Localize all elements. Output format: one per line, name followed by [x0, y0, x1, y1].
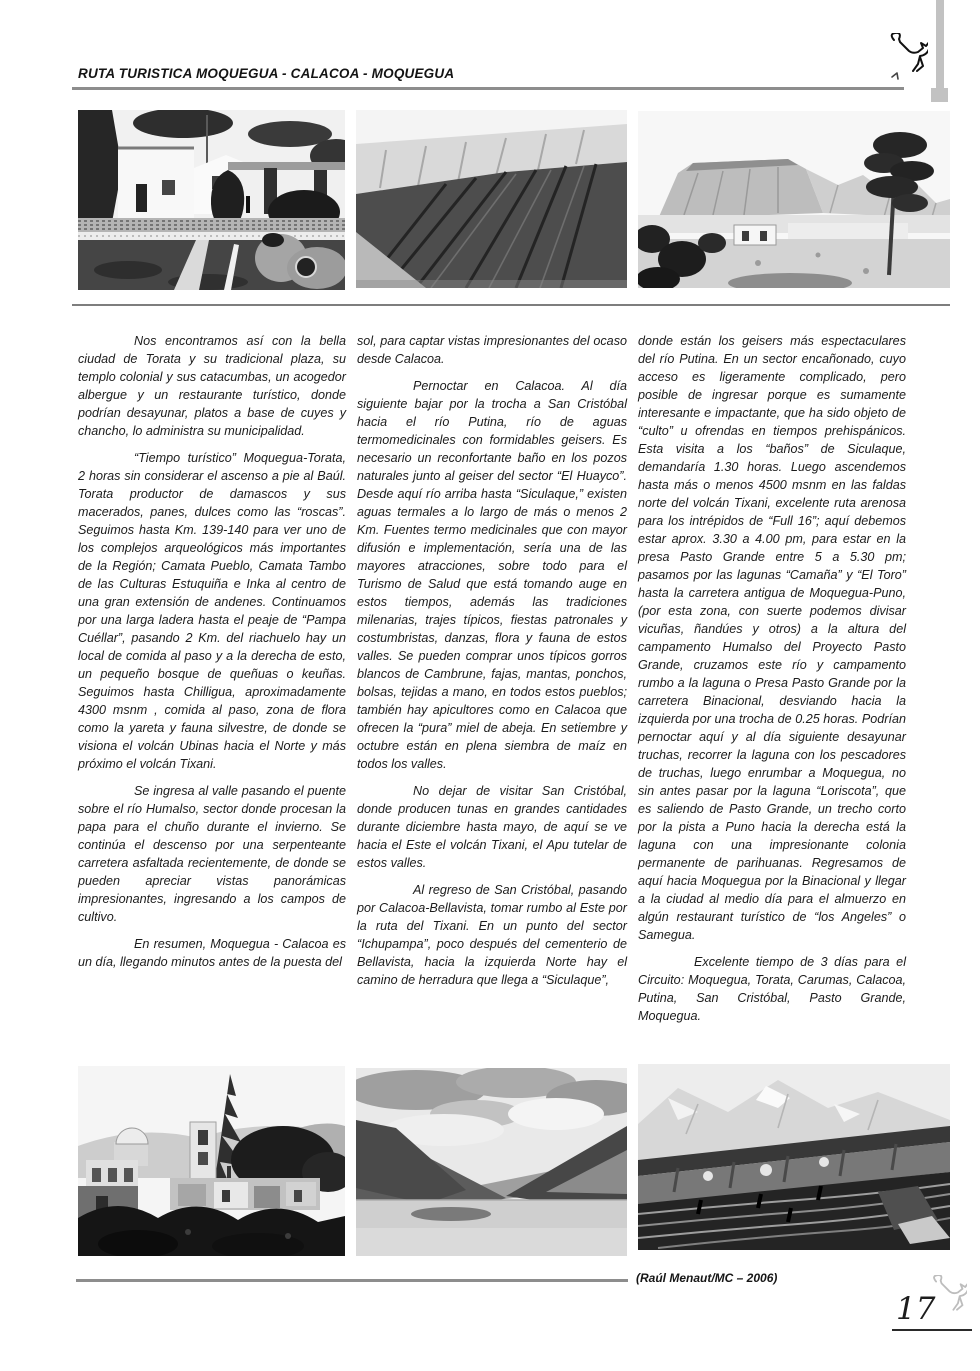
paragraph: Nos encontramos así con la bella ciudad de Torata y su tradicional plaza, su templo colonial y sus catacumbas, un acogedor albergue y un restaurante turístico, donde podrían desayunar, platos a base de cuyes y chancho, lo administra su municipalidad. [78, 334, 346, 438]
photo-torata-plaza-image [78, 110, 345, 290]
paragraph: Se ingresa al valle pasando el puente sobre el río Humalso, sector donde procesan la papa para el chuño durante el invierno. Se continúa el descenso por una serpenteante carretera asfaltada recientemente, de donde se pueden apreciar vistas panorámicas impresionantes, ingresando a los campos de cultivo. [78, 784, 346, 924]
photo-san-cristobal-village [78, 1066, 345, 1256]
paragraph: “Tiempo turístico” Moquegua-Torata, 2 horas sin considerar el ascenso a pie al Baúl. Torata productor de damascos y sus macerados, panes, dulces como las “roscas”. Seguimos hasta Km. 139-140 para ver uno de los complejos arqueológicos más importantes de la Región; Camata Pueblo, Camata Tambo de las Culturas Estuquiña e Inka al centro de una gran extensión de andenes. Continuamos por una larga ladera hasta el peaje de “Pampa Cuéllar”, pasando 2 Km. del riachuelo hay un local de comida al paso y a la derecha de esto, un pequeño bosque de queñuas o keuñas. Seguimos hasta Chilligua, aproximadamente 4300 msnm , comida al paso, zona de flora como la yareta y fauna silvestre, de donde se visiona el volcán Ubinas hacia el Norte y más próximo el volcán Tixani. [78, 451, 346, 771]
photo-torata-plaza [78, 110, 345, 290]
rule-below-top-photos [72, 304, 950, 306]
paragraph: donde están los geisers más espectaculares del río Putina. En un sector encañonado, cuyo acceso es ligeramente complicado, pero posible de ingresar porque es sumamente interesante e impactante, que ha sido objeto de “culto” u ofrendas en tiempos prehispánicos. Esta visita a los “baños” de Siculaque, demandaría 1.30 horas. Luego ascendemos hasta más o menos 4500 msnm en las faldas norte del volcán Tixani, excelente ruta arenosa para los intrépidos de “Full 16”; aquí debemos estar aprox. 3.30 a 4.00 pm, para estar en la presa Pasto Grande entre 5 a 5.30 pm; pasamos por las lagunas “Camaña” y “El Toro” hasta la carretera antigua de Moquegua-Puno, (por esta zona, con suerte podemos divisar vicuñas, ñandúes y otros) a la altura del campamento Humalso del Proyecto Pasto Grande, cruzamos este río y campamento rumbo a la laguna o Presa Pasto Grande por la carretera Binacional, desviando hacia la izquierda por una trocha de 0.25 horas. Podrían pernoctar aquí y al día siguiente desayunar truchas, recorrer la laguna con los pescadores de truchas, luego enrumbar a Moquegua, no sin antes pasar por la laguna “Loriscota”, que es saliendo de Pasto Grande, un trecho corto por la pista a Puno hacia la derecha está la laguna con una impresionante colonia permanente de parihuanas. Regresamos de aquí hacia Moquegua por la Binacional y llegar a la ciudad al medio día para el almuerzo en algún restaurant turístico de “los Angeles” o Samegua. [638, 334, 906, 942]
header-rule [72, 87, 904, 90]
photo-volcanic-slopes [356, 110, 627, 288]
photo-terraces-image [638, 1064, 950, 1250]
photo-credit: (Raúl Menaut/MC – 2006) [636, 1271, 778, 1285]
page-number: 17 [896, 1291, 936, 1327]
photo-andenes-terraces [638, 1064, 950, 1250]
photo-cerro-baul-image [638, 111, 950, 288]
text-column-3 [638, 332, 906, 1034]
page-number-underline [892, 1329, 972, 1331]
photo-laguna [356, 1068, 627, 1256]
photo-cerro-baul-landscape [638, 111, 950, 288]
paragraph: Excelente tiempo de 3 días para el Circuito: Moquegua, Torata, Carumas, Calacoa, Putina, San Cristóbal, Pasto Grande, Moquegua. [638, 955, 906, 1023]
text-column-2 [357, 332, 627, 998]
paragraph: Pernoctar en Calacoa. Al día siguiente bajar por la trocha a San Cristóbal hacia el río Putina, río de aguas termomedicinales con formidables geisers. Es necesario un reconfortante baño en los pozos naturales junto al geiser del sector “El Huayco”. Desde aquí río arriba hasta “Siculaque,” existen aguas termales a lo largo de más o menos 2 Km. Fuentes termo medicinales que con mayor difusión e implementación, sería una de las mayores atracciones, sobre todo para el Turismo de Salud que está tomando auge en estos tiempos, además las tradiciones milenarias, trajes típicos, fiestas patronales y costumbristas, danzas, flora y fauna de estos valles. Se pueden comprar unos típicos gorros blancos de Cambrune, fajas, mantas, ponchos, bolsas, tejidas a mano, en todos estos pueblos; también hay apicultores como en Calacoa que ofrecen la “pura” miel de abeja. En setiembre y octubre están en plena siembra de maíz en todos los valles. [357, 379, 627, 771]
photo-volcanic-slopes-image [356, 110, 627, 288]
page-title: RUTA TURISTICA MOQUEGUA - CALACOA - MOQUEGUA [78, 66, 455, 81]
text-column-1 [78, 332, 346, 980]
paragraph: sol, para captar vistas impresionantes del ocaso desde Calacoa. [357, 334, 627, 366]
paragraph: No dejar de visitar San Cristóbal, donde producen tunas en grandes cantidades durante diciembre hasta mayo, de aquí se ve hacia el Este el volcán Tixani, el Apu tutelar de estos valles. [357, 784, 627, 870]
footer-rule [76, 1279, 628, 1282]
petroglyph-bird-icon [884, 33, 928, 81]
paragraph: En resumen, Moquegua - Calacoa es un día, llegando minutos antes de la puesta del [78, 937, 346, 969]
paragraph: Al regreso de San Cristóbal, pasando por Calacoa-Bellavista, tomar rumbo al Este por la ruta del Tixani. En un punto del sector “Ichupampa”, poco después del cementerio de Bellavista, hacia la izquierda Norte hay el camino de herradura que llega a “Siculaque”, [357, 883, 627, 987]
photo-village-image [78, 1066, 345, 1256]
photo-laguna-image [356, 1068, 627, 1256]
corner-bar-decoration [936, 0, 944, 90]
corner-bar-cap-decoration [931, 88, 948, 102]
